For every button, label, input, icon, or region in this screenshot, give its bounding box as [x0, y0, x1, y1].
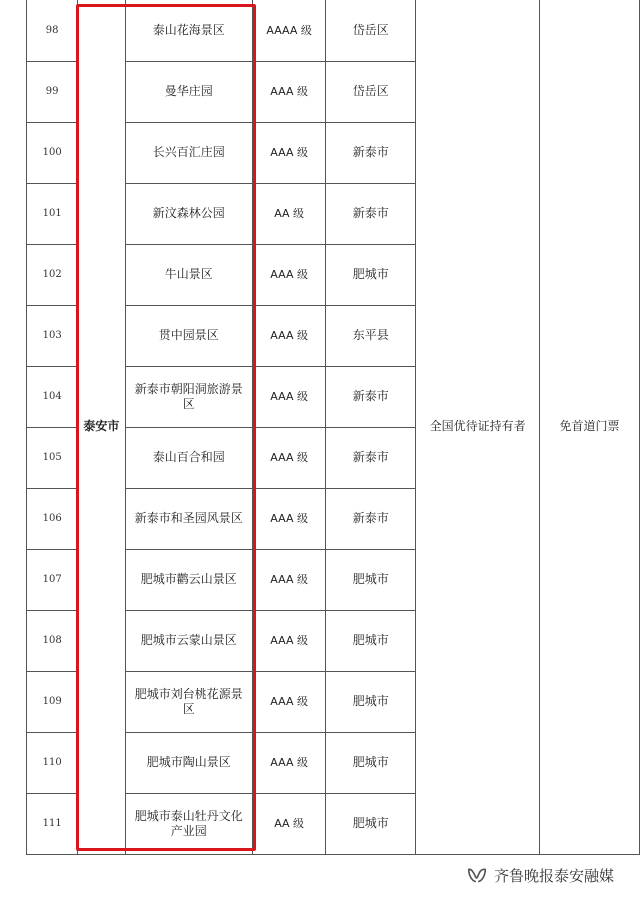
scenic-spot-level: AAA 级: [253, 671, 326, 732]
district-cell: 新泰市: [326, 427, 416, 488]
scenic-spot-name: 泰山花海景区: [125, 0, 253, 61]
scenic-spot-name: 肥城市陶山景区: [125, 732, 253, 793]
scenic-spot-name: 新汶森林公园: [125, 183, 253, 244]
benefit-cell: 免首道门票: [539, 0, 639, 854]
scenic-spot-level: AAA 级: [253, 427, 326, 488]
district-cell: 新泰市: [326, 366, 416, 427]
scenic-spot-name: 肥城市泰山牡丹文化产业园: [125, 793, 253, 854]
district-cell: 肥城市: [326, 610, 416, 671]
district-cell: 新泰市: [326, 183, 416, 244]
row-number: 103: [27, 305, 78, 366]
scenic-spot-name: 肥城市鹳云山景区: [125, 549, 253, 610]
scenic-spot-name: 泰山百合和园: [125, 427, 253, 488]
scenic-spot-level: AAA 级: [253, 732, 326, 793]
scenic-spot-name: 新泰市朝阳洞旅游景区: [125, 366, 253, 427]
district-cell: 新泰市: [326, 122, 416, 183]
district-cell: 肥城市: [326, 671, 416, 732]
row-number: 104: [27, 366, 78, 427]
row-number: 107: [27, 549, 78, 610]
scenic-spot-name: 肥城市云蒙山景区: [125, 610, 253, 671]
district-cell: 东平县: [326, 305, 416, 366]
scenic-spot-name: 新泰市和圣园风景区: [125, 488, 253, 549]
row-number: 98: [27, 0, 78, 61]
row-number: 102: [27, 244, 78, 305]
district-cell: 肥城市: [326, 244, 416, 305]
scenic-spot-level: AAA 级: [253, 549, 326, 610]
scenic-spot-name: 长兴百汇庄园: [125, 122, 253, 183]
scenic-spot-level: AA 级: [253, 793, 326, 854]
district-cell: 岱岳区: [326, 61, 416, 122]
table-row: [27, 0, 640, 61]
scenic-spot-table: [26, 0, 640, 855]
scenic-spot-name: 肥城市刘台桃花源景区: [125, 671, 253, 732]
district-cell: 肥城市: [326, 793, 416, 854]
row-number: 111: [27, 793, 78, 854]
scenic-spot-level: AAAA 级: [253, 0, 326, 61]
watermark: [466, 863, 614, 887]
city-cell: 泰安市: [78, 0, 125, 854]
row-number: 110: [27, 732, 78, 793]
wechat-channel-icon: [466, 864, 488, 886]
district-cell: 岱岳区: [326, 0, 416, 61]
district-cell: 肥城市: [326, 549, 416, 610]
watermark-text: 齐鲁晚报泰安融媒: [494, 866, 615, 885]
scenic-spot-level: AAA 级: [253, 610, 326, 671]
scenic-spot-level: AAA 级: [253, 488, 326, 549]
scenic-spot-name: 贯中园景区: [125, 305, 253, 366]
row-number: 101: [27, 183, 78, 244]
row-number: 105: [27, 427, 78, 488]
row-number: 99: [27, 61, 78, 122]
scenic-spot-level: AAA 级: [253, 305, 326, 366]
row-number: 108: [27, 610, 78, 671]
scenic-spot-name: 牛山景区: [125, 244, 253, 305]
scenic-spot-level: AAA 级: [253, 244, 326, 305]
scenic-spot-level: AAA 级: [253, 122, 326, 183]
scenic-spot-level: AA 级: [253, 183, 326, 244]
scenic-spot-name: 曼华庄园: [125, 61, 253, 122]
scenic-spot-level: AAA 级: [253, 366, 326, 427]
scenic-spot-level: AAA 级: [253, 61, 326, 122]
row-number: 100: [27, 122, 78, 183]
target-group-cell: 全国优待证持有者: [416, 0, 540, 854]
district-cell: 肥城市: [326, 732, 416, 793]
district-cell: 新泰市: [326, 488, 416, 549]
row-number: 109: [27, 671, 78, 732]
row-number: 106: [27, 488, 78, 549]
